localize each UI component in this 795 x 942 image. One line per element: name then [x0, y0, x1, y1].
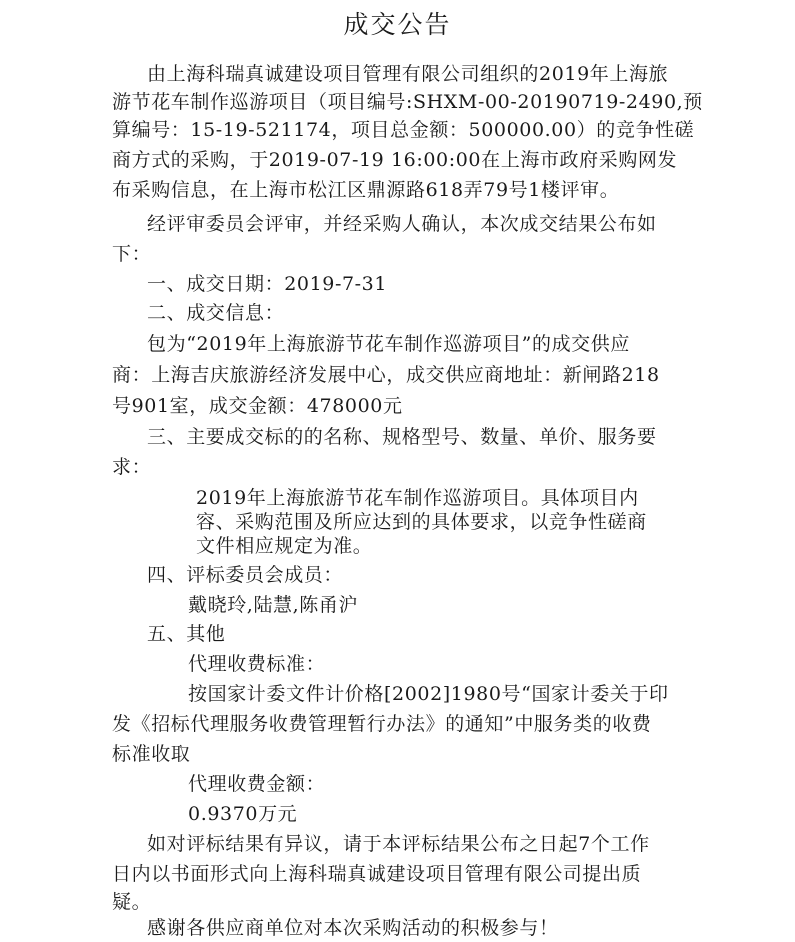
review-line: 经评审委员会评审，并经采购人确认，本次成交结果公布如 [147, 213, 657, 235]
intro-line: 商方式的采购，于2019-07-19 16:00:00在上海市政府采购网发 [112, 149, 678, 171]
section-committee-heading: 四、评标委员会成员： [147, 564, 344, 586]
committee-members: 戴晓玲,陆慧,陈甬沪 [188, 594, 359, 616]
review-line: 下： [112, 243, 152, 265]
subject-line: 容、采购范围及所应达到的具体要求，以竞争性磋商 [196, 511, 647, 533]
intro-line: 游节花车制作巡游项目（项目编号:SHXM-00-20190719-2490,预 [112, 91, 703, 113]
fee-amount-label: 代理收费金额： [188, 773, 326, 795]
subject-line: 文件相应规定为准。 [196, 535, 373, 557]
thanks-line: 感谢各供应商单位对本次采购活动的积极参与！ [147, 917, 559, 939]
section-subject-heading: 三、主要成交标的的名称、规格型号、数量、单价、服务要 [147, 426, 657, 448]
fee-standard-line: 按国家计委文件计价格[2002]1980号“国家计委关于印 [188, 683, 669, 705]
page-title: 成交公告 [343, 10, 452, 39]
objection-line: 日内以书面形式向上海科瑞真诚建设项目管理有限公司提出质 [112, 863, 642, 885]
fee-standard-line: 发《招标代理服务收费管理暂行办法》的通知”中服务类的收费 [112, 713, 652, 735]
subject-line: 2019年上海旅游节花车制作巡游项目。具体项目内 [196, 487, 639, 509]
deal-info-line: 号901室，成交金额：478000元 [112, 395, 403, 417]
section-subject-heading: 求： [112, 456, 152, 478]
section-deal-date: 一、成交日期：2019-7-31 [147, 273, 388, 295]
fee-standard-line: 标准收取 [112, 743, 191, 765]
fee-standard-label: 代理收费标准： [188, 653, 326, 675]
fee-amount-value: 0.9370万元 [188, 803, 298, 825]
objection-line: 疑。 [112, 891, 152, 913]
intro-line: 布采购信息，在上海市松江区鼎源路618弄79号1楼评审。 [112, 179, 620, 201]
deal-info-line: 商：上海吉庆旅游经济发展中心，成交供应商地址：新闸路218 [112, 364, 660, 386]
deal-info-line: 包为“2019年上海旅游节花车制作巡游项目”的成交供应 [147, 333, 630, 355]
section-other-heading: 五、其他 [147, 623, 226, 645]
intro-line: 由上海科瑞真诚建设项目管理有限公司组织的2019年上海旅 [147, 63, 669, 85]
intro-line: 算编号：15-19-521174，项目总金额：500000.00）的竞争性磋 [112, 119, 695, 141]
objection-line: 如对评标结果有异议，请于本评标结果公布之日起7个工作 [147, 833, 650, 855]
section-deal-info-heading: 二、成交信息： [147, 302, 285, 324]
